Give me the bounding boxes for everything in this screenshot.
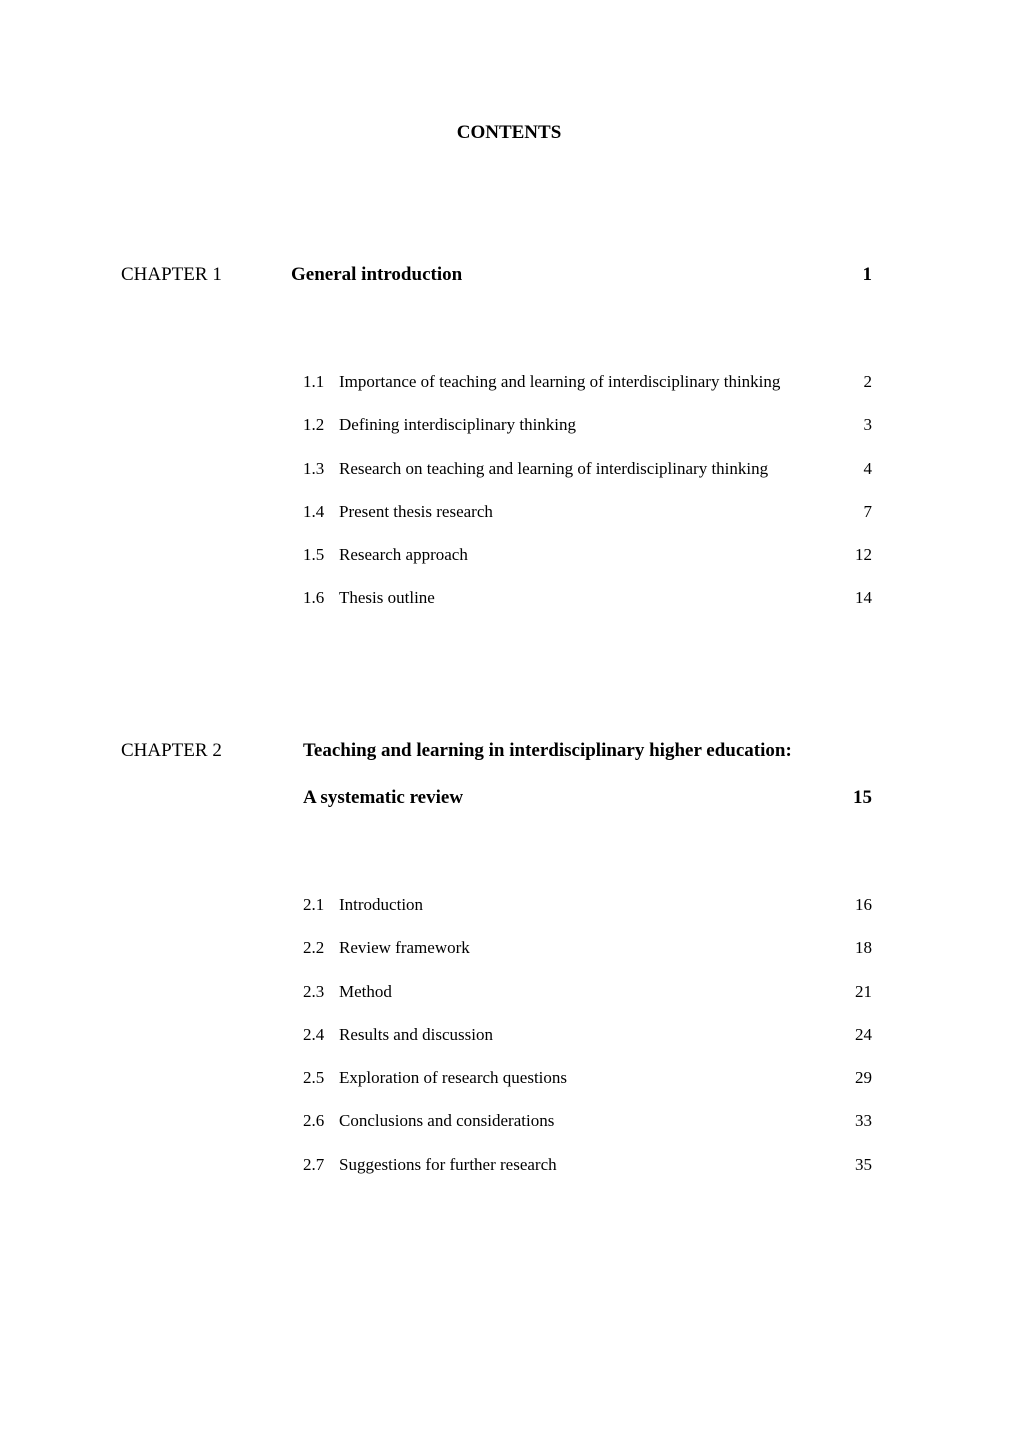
toc-entry-2-5 (303, 1067, 872, 1110)
toc-entry-page: 24 (855, 1024, 872, 1044)
toc-entry-number: 2.3 (303, 981, 325, 1001)
chapter-2-toc (303, 894, 872, 1197)
toc-entry-title: Introduction (339, 895, 424, 914)
chapter-2-page: 15 (853, 787, 872, 808)
chapter-1-page: 1 (862, 264, 872, 285)
toc-entry-number: 2.5 (303, 1068, 325, 1088)
toc-entry-1-4 (303, 501, 872, 544)
page-title: CONTENTS (456, 122, 562, 143)
toc-entry-number: 2.2 (303, 938, 325, 958)
toc-entry-1-1 (303, 371, 872, 414)
toc-entry-title: Research approach (339, 545, 468, 565)
toc-entry-page: 4 (863, 458, 872, 478)
toc-entry-page: 2 (863, 372, 872, 391)
chapter-1-title: General introduction (291, 264, 463, 285)
toc-entry-number: 1.5 (303, 545, 325, 565)
toc-entry-1-3 (303, 458, 872, 501)
toc-entry-title: Research on teaching and learning of interdisciplinary thinking (339, 458, 769, 478)
toc-entry-2-1 (303, 894, 872, 937)
toc-entry-number: 1.4 (303, 501, 325, 521)
toc-entry-page: 16 (855, 895, 872, 914)
toc-entry-number: 1.6 (303, 588, 325, 608)
chapter-2-title-line1: Teaching and learning in interdisciplinary higher education: (303, 740, 792, 761)
chapter-1-label: CHAPTER 1 (121, 264, 222, 285)
toc-entry-1-2 (303, 414, 872, 457)
toc-entry-title: Review framework (339, 938, 470, 958)
chapter-2-label: CHAPTER 2 (121, 740, 222, 761)
toc-entry-number: 1.2 (303, 415, 325, 435)
toc-entry-2-7 (303, 1154, 872, 1197)
toc-entry-page: 3 (863, 415, 872, 435)
toc-entry-2-4 (303, 1024, 872, 1067)
toc-entry-2-6 (303, 1110, 872, 1153)
toc-entry-number: 2.1 (303, 895, 325, 914)
toc-entry-title: Suggestions for further research (339, 1154, 557, 1174)
toc-entry-title: Exploration of research questions (339, 1068, 568, 1088)
toc-entry-title: Defining interdisciplinary thinking (339, 415, 577, 435)
toc-entry-page: 7 (863, 501, 872, 521)
toc-entry-page: 21 (855, 981, 872, 1001)
toc-entry-title: Results and discussion (339, 1024, 493, 1044)
chapter-2-title-line2: A systematic review (303, 787, 464, 808)
toc-entry-page: 29 (855, 1068, 872, 1088)
toc-entry-1-5 (303, 544, 872, 587)
toc-entry-title: Present thesis research (339, 501, 493, 521)
toc-entry-number: 2.7 (303, 1154, 325, 1174)
toc-entry-2-3 (303, 981, 872, 1024)
toc-entry-title: Method (339, 981, 392, 1001)
toc-entry-number: 2.6 (303, 1111, 325, 1131)
toc-entry-page: 12 (855, 545, 872, 565)
toc-entry-1-6 (303, 587, 872, 630)
toc-entry-title: Conclusions and considerations (339, 1111, 555, 1131)
toc-entry-2-2 (303, 937, 872, 980)
toc-entry-title: Thesis outline (339, 588, 435, 608)
toc-entry-page: 18 (855, 938, 872, 958)
toc-entry-number: 1.3 (303, 458, 325, 478)
toc-entry-page: 14 (855, 588, 872, 608)
toc-entry-number: 2.4 (303, 1024, 325, 1044)
toc-entry-page: 35 (855, 1154, 872, 1174)
chapter-1-toc (303, 371, 872, 631)
toc-entry-number: 1.1 (303, 372, 325, 391)
toc-entry-page: 33 (855, 1111, 872, 1131)
toc-entry-title: Importance of teaching and learning of interdisciplinary thinking (339, 372, 781, 391)
